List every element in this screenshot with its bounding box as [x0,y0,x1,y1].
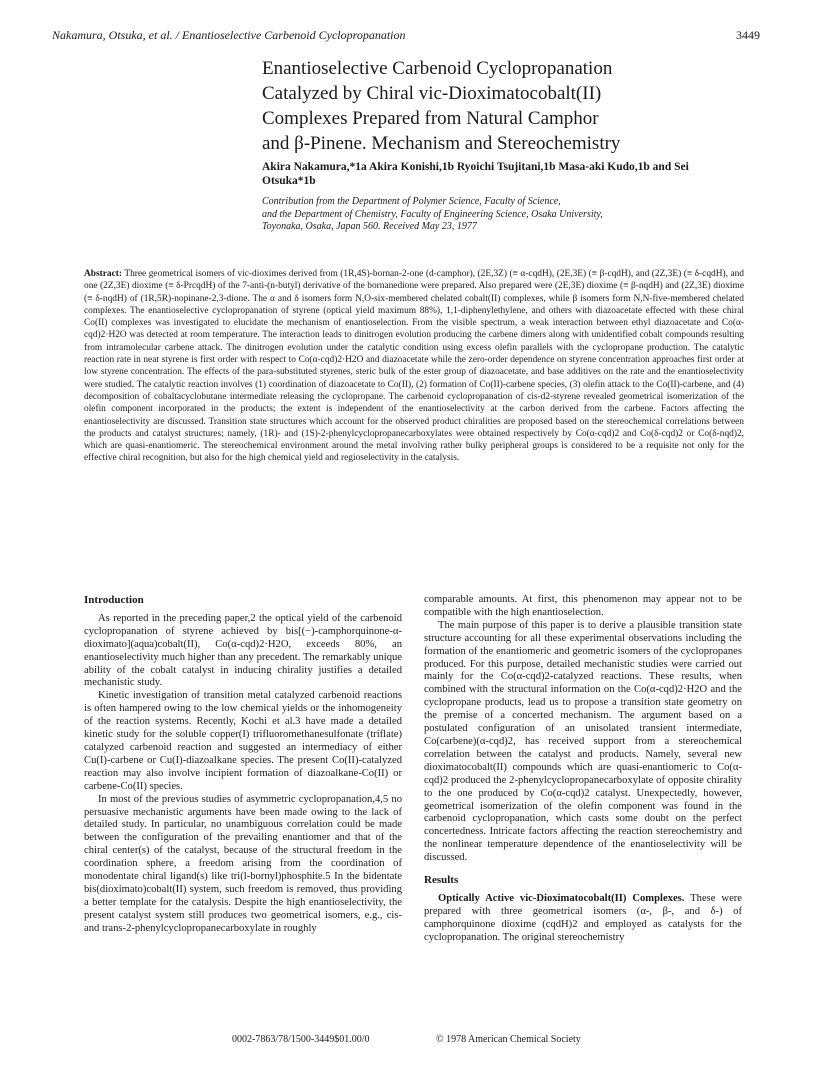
body-paragraph: comparable amounts. At first, this phenomenon may appear not to be compatible with the high enantioselection. [424,594,742,618]
title-line: Enantioselective Carbenoid Cyclopropanation [262,58,613,79]
introduction-heading: Introduction [84,594,144,606]
affiliation-line: Contribution from the Department of Polymer Science, Faculty of Science, [262,196,561,207]
results-subheading: Optically Active vic-Dioximatocobalt(II) Complexes. [438,892,685,904]
affiliation-line: Toyonaka, Osaka, Japan 560. Received May 23, 1977 [262,221,477,232]
footer-code: 0002-7863/78/1500-3449$01.00/0 [232,1034,370,1045]
body-paragraph: Kinetic investigation of transition metal catalyzed carbenoid reactions is often hampered owing to the low chemical yields or the inhomogeneity of the reaction systems. Recently, Kochi et al.3 have made a detailed kinetic study for the soluble copper(I) trifluoromethanesulfonate (triflate) catalyzed carbenoid reaction and suggested an intermediacy of either Cu(I)-carbene or Cu(I)-diazoalkane species. The present Co(II)-catalyzed reaction may also involve incipient formation of diazoalkane-Co(II) or carbene-Co(II) species. [84,690,402,792]
abstract-text: Three geometrical isomers of vic-dioximes derived from (1R,4S)-bornan-2-one (d-camphor), (2E,3Z) (≡ α-cqdH), (2E,3E) (≡ β-cqdH), and (2Z,3E) (≡ δ-cqdH), and one (2Z,3E) dioxime (≡ δ-PrcqdH) of the 7-anti-(n-butyl) derivative of the bornanedione were prepared. Also prepared were (2E,3E) dioxime (≡ β-nqdH) and (2Z,3E) dioxime (≡ δ-nqdH) of (1R,5R)-nopinane-2,3-dione. The α and δ isomers form N,O-six-membered chelated cobalt(II) complexes, while β isomers form N,N-five-membered chelated complexes. The enantioselective cyclopropanation of styrene (optical yield maximum 88%), 1,1-diphenylethylene, and others with diazoacetate effected with these chiral Co(II) complexes was investigated to elucidate the mechanism of enantioselection. From the visible spectrum, a weak interaction between ethyl diazoacetate and Co(α-cqd)2·H2O was detected at room temperature. The interaction leads to dinitrogen evolution producing the carbene dimers along with unidentified cobalt compounds resulting from intramolecular carbene attack. The dinitrogen evolution under the catalytic condition using excess olefin parallels with the cyclopropane production. The catalytic reaction rate in neat styrene is first order with respect to Co(α-cqd)2·H2O and diazoacetate while the zero-order dependence on styrene concentration approaches first order at low styrene concentration. The effects of the para-substituted styrenes, steric bulk of the ester group of diazoacetate, and base additives on the rate and the enantioselectivity were studied. The catalytic reaction involves (1) coordination of diazoacetate to Co(II), (2) formation of Co(II)-carbene species, (3) olefin attack to the Co(II)-carbene, and (4) decomposition of cobaltacyclobutane intermediate releasing the cyclopropane. The carbenoid cyclopropanation of cis-d2-styrene revealed geometrical isomerization of the olefin component incorporated in the products; the extent is independent of the enantioselectivity at the carbon derived from the carbene. Factors affecting the enantioselectivity are discussed. Transition state structures which account for the observed product chiralities are proposed based on the stereochemical correlations between the products and catalyst structures; namely, (1R)- and (1S)-2-phenylcyclopropanecarboxylates were obtained respectively by Co(α-cqd)2 and Co(δ-cqd)2 or Co(δ-nqd)2, which are quasi-enantiomeric. The stereochemical environment around the metal involving rather bulky peripheral groups is considered to be a requisite not only for the effective chiral recognition, but also for the high chemical yield and regioselectivity in the catalysis. [84,269,744,464]
footer-copyright: © 1978 American Chemical Society [436,1034,581,1045]
title-line: and β-Pinene. Mechanism and Stereochemistry [262,133,621,154]
affiliation [262,196,762,234]
page-number: 3449 [736,28,760,42]
article-title [262,56,702,156]
title-line: Catalyzed by Chiral vic-Dioximatocobalt(II) [262,83,602,104]
results-paragraph [424,893,742,945]
author-list: Akira Nakamura,*1a Akira Konishi,1b Ryoichi Tsujitani,1b Masa-aki Kudo,1b and Sei Otsuka*1b [262,161,689,187]
body-paragraph: As reported in the preceding paper,2 the optical yield of the carbenoid cyclopropanation of styrene achieved by bis[(−)-camphorquinone-α-dioximato](aqua)cobalt(II), Co(α-cqd)2·H2O, exceeds 80%, an enantioselectivity much higher than any precedent. The remarkably unique ability of the cobalt catalyst in inducing chirality justifies a detailed mechanistic study. [84,612,402,689]
body-paragraph: In most of the previous studies of asymmetric cyclopropanation,4,5 no persuasive mechanistic arguments have been made owing to the lack of detailed study. In particular, no unambiguous correlation could be made between the configuration of the prevailing enantiomer and that of the chiral center(s) of the catalyst, because of the structural freedom in the coordination sphere, a freedom arising from the coordination of monodentate chiral ligand(s) like tri(l-bornyl)phosphite.5 In the bidentate bis(dioximato)cobalt(II) system, such freedom is removed, thus providing a better template for the catalysis. Despite the high enantioselectivity, the present catalyst system still produces two geometrical isomers, e.g., cis- and trans-2-phenylcyclopropanecarboxylate in roughly [84,793,402,934]
abstract [84,268,744,465]
results-text: These were prepared with three geometrical isomers (α-, β-, and δ-) of camphorquinone dioxime (cqdH)2 and employed as catalysts for the cyclopropanation. The original stereochemistry [424,892,743,943]
affiliation-line: and the Department of Chemistry, Faculty of Engineering Science, Osaka University, [262,208,603,220]
results-heading: Results [424,874,459,887]
right-column [424,594,742,945]
running-header: Nakamura, Otsuka, et al. / Enantioselective Carbenoid Cyclopropanation [52,28,406,42]
left-column [84,594,402,936]
body-paragraph: The main purpose of this paper is to derive a plausible transition state structure accounting for all these experimental observations including the formation of the enantiomeric and geometric isomers of the cyclopropanes produced. For this purpose, detailed mechanistic studies were carried out mainly for the Co(α-cqd)2-catalyzed reactions. These results, when combined with the structural information on the Co(α-cqd)2·H2O and the cyclopropane products, lead us to propose a transition state geometry on the premise of a concerted mechanism. The argument based on a postulated configuration of an unisolated transient intermediate, Co(carbene)(α-cqd)2, has received support from a stereochemical correlation between the catalyst and products. Namely, several new dioximatocobalt(II) compounds which are quasi-enantiomeric to Co(α-cqd)2 produced the 2-phenylcyclopropanecarboxylate of opposite chirality to the one produced by Co(α-cqd)2 catalyst. Unexpectedly, however, geometrical isomerization of the olefin component was found in the carbenoid cyclopropanation, which casts some doubt on the perfect concertedness. Intricate factors affecting the reaction stereochemistry and the nonlinear temperature dependence of the enantioselectivity will be discussed. [424,619,742,864]
abstract-label: Abstract: [84,269,123,279]
title-line: Complexes Prepared from Natural Camphor [262,108,599,129]
